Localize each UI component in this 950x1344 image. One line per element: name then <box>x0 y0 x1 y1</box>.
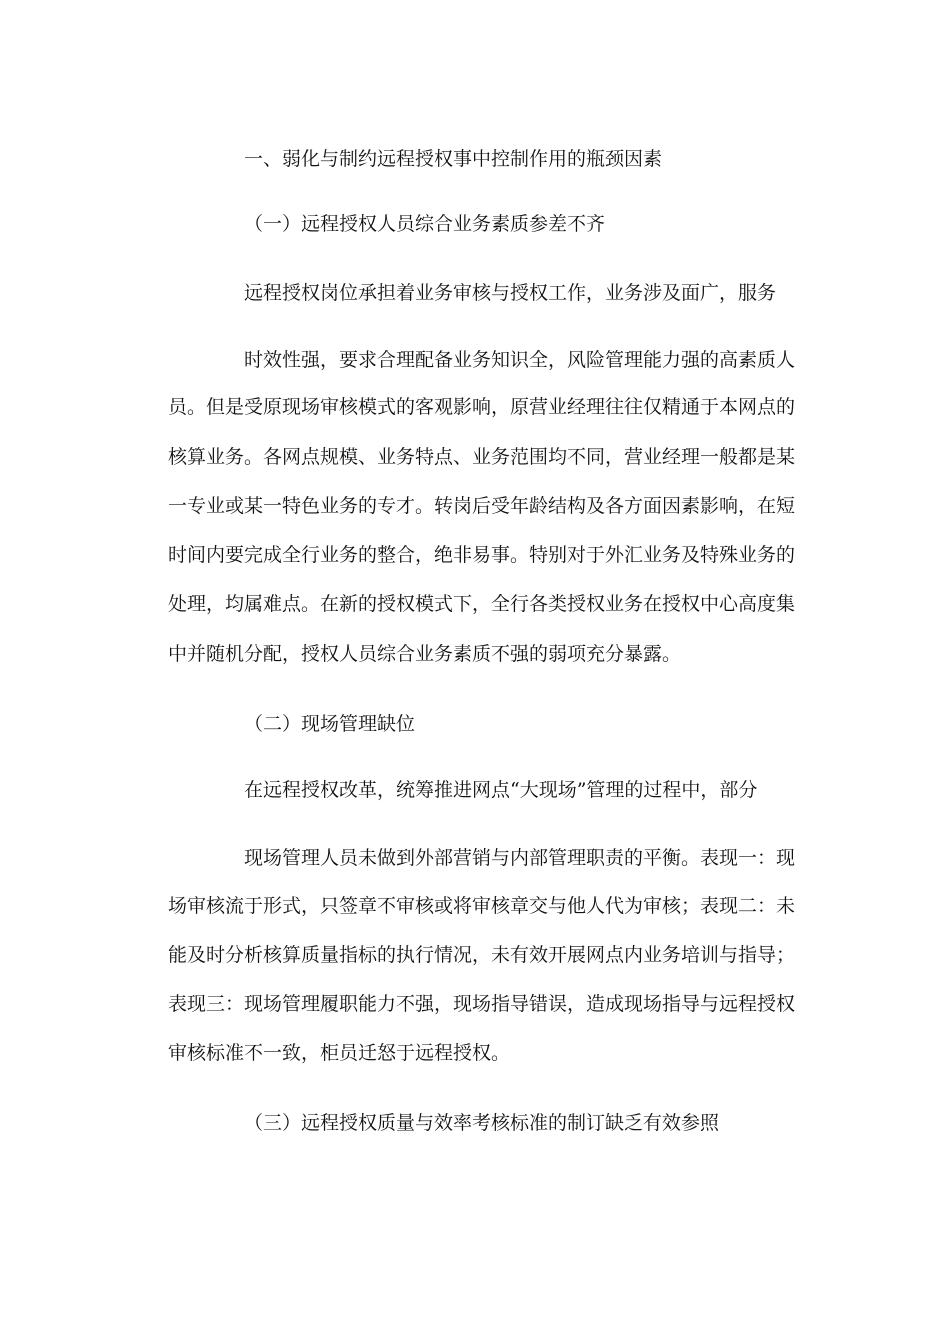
section-1-paragraph-line: 一专业或某一特色业务的专才。转岗后受年龄结构及各方面因素影响，在短 <box>168 495 796 517</box>
section-2-paragraph-line: 表现三：现场管理履职能力不强，现场指导错误，造成现场指导与远程授权 <box>168 993 796 1015</box>
section-2-paragraph-line: 能及时分析核算质量指标的执行情况，未有效开展网点内业务培训与指导； <box>168 944 796 966</box>
section-1-paragraph-line: 时间内要完成全行业务的整合，绝非易事。特别对于外汇业务及特殊业务的 <box>168 544 796 566</box>
section-2-paragraph-line: 现场管理人员未做到外部营销与内部管理职责的平衡。表现一：现 <box>244 847 796 869</box>
section-1-paragraph-line: 处理，均属难点。在新的授权模式下，全行各类授权业务在授权中心高度集 <box>168 593 796 615</box>
section-2-paragraph-line: 在远程授权改革，统筹推进网点“大现场”管理的过程中，部分 <box>244 779 758 801</box>
main-heading: 一、弱化与制约远程授权事中控制作用的瓶颈因素 <box>244 148 663 170</box>
section-2-paragraph-line: 审核标准不一致，柜员迁怒于远程授权。 <box>168 1042 511 1064</box>
section-3-heading: （三）远程授权质量与效率考核标准的制订缺乏有效参照 <box>244 1112 720 1134</box>
section-1-paragraph-line: 远程授权岗位承担着业务审核与授权工作，业务涉及面广，服务 <box>244 282 777 304</box>
section-1-paragraph-line: 时效性强，要求合理配备业务知识全，风险管理能力强的高素质人 <box>244 349 796 371</box>
section-1-paragraph-line: 核算业务。各网点规模、业务特点、业务范围均不同，营业经理一般都是某 <box>168 446 796 468</box>
section-2-heading: （二）现场管理缺位 <box>244 713 416 735</box>
section-1-paragraph-line: 员。但是受原现场审核模式的客观影响，原营业经理往往仅精通于本网点的 <box>168 396 796 418</box>
section-1-paragraph-line: 中并随机分配，授权人员综合业务素质不强的弱项充分暴露。 <box>168 643 682 665</box>
section-2-paragraph-line: 场审核流于形式，只签章不审核或将审核章交与他人代为审核；表现二：未 <box>168 895 796 917</box>
section-1-heading: （一）远程授权人员综合业务素质参差不齐 <box>244 213 606 235</box>
